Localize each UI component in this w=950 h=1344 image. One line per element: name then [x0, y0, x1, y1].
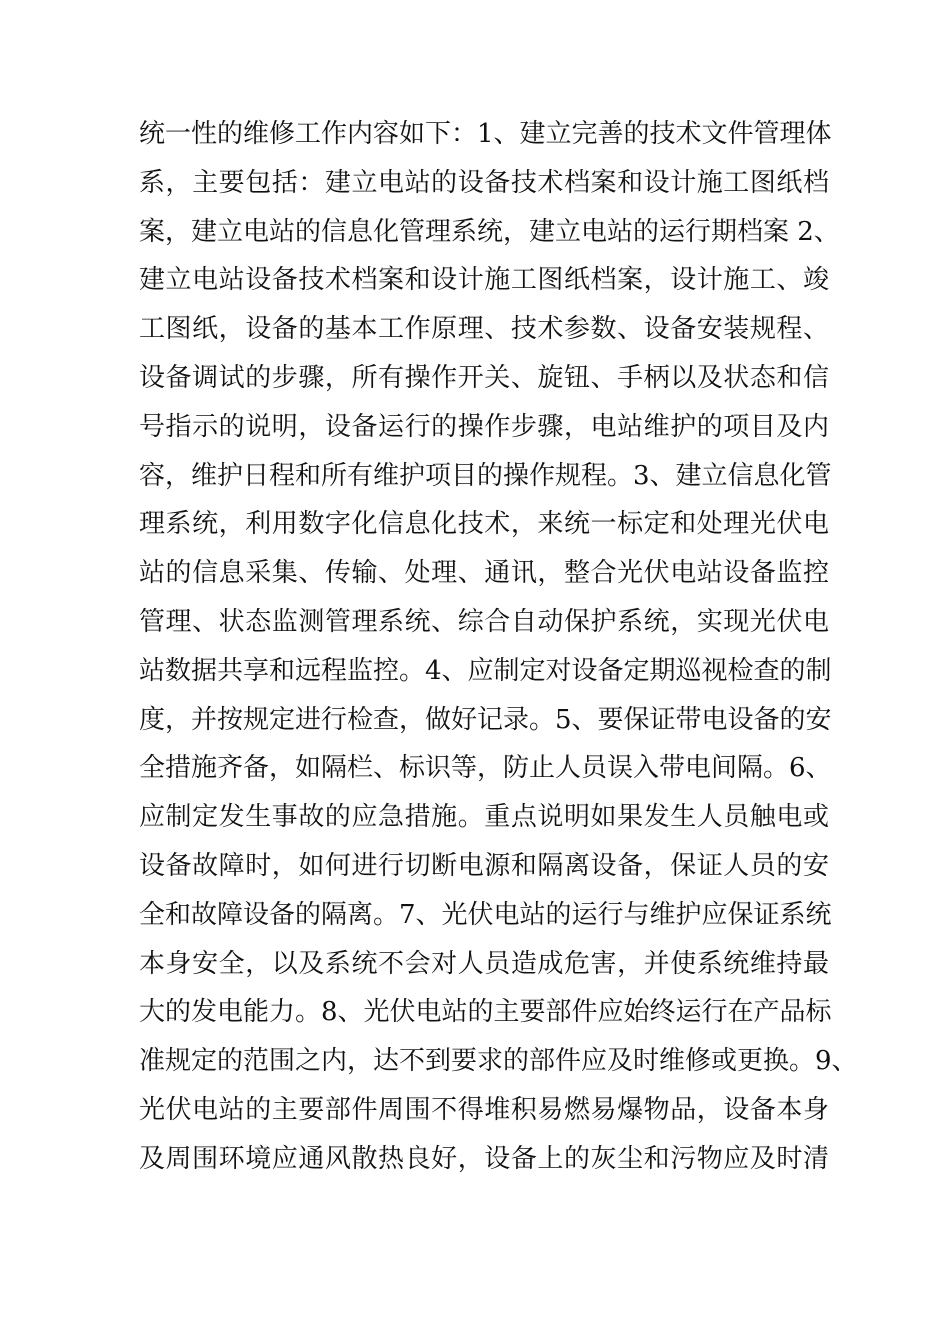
text-line: 工图纸，设备的基本工作原理、技术参数、设备安装规程、	[139, 314, 829, 345]
text-line: 建立电站设备技术档案和设计施工图纸档案，设计施工、竣	[139, 265, 829, 296]
text-line: 应制定发生事故的应急措施。重点说明如果发生人员触电或	[139, 802, 829, 833]
text-line: 容，维护日程和所有维护项目的操作规程。3、建立信息化管	[139, 460, 832, 491]
text-line: 全和故障设备的隔离。7、光伏电站的运行与维护应保证系统	[139, 899, 832, 930]
text-line: 理系统，利用数字化信息化技术，来统一标定和处理光伏电	[139, 509, 829, 540]
text-line: 本身安全，以及系统不会对人员造成危害，并使系统维持最	[139, 948, 829, 979]
text-line: 系，主要包括：建立电站的设备技术档案和设计施工图纸档	[139, 167, 829, 198]
text-line: 准规定的范围之内，达不到要求的部件应及时维修或更换。9、	[139, 1046, 858, 1077]
text-line: 站的信息采集、传输、处理、通讯，整合光伏电站设备监控	[139, 558, 829, 589]
text-line: 度，并按规定进行检查，做好记录。5、要保证带电设备的安	[139, 704, 832, 735]
text-line: 光伏电站的主要部件周围不得堆积易燃易爆物品，设备本身	[139, 1094, 829, 1125]
text-line: 站数据共享和远程监控。4、应制定对设备定期巡视检查的制	[139, 655, 832, 686]
text-line: 设备故障时，如何进行切断电源和隔离设备，保证人员的安	[139, 850, 829, 881]
text-line: 设备调试的步骤，所有操作开关、旋钮、手柄以及状态和信	[139, 362, 829, 393]
text-line: 及周围环境应通风散热良好，设备上的灰尘和污物应及时清	[139, 1143, 829, 1174]
text-line: 统一性的维修工作内容如下：1、建立完善的技术文件管理体	[139, 119, 832, 149]
text-line: 管理、状态监测管理系统、综合自动保护系统，实现光伏电	[139, 606, 829, 637]
body-text	[139, 110, 858, 1184]
text-line: 号指示的说明，设备运行的操作步骤，电站维护的项目及内	[139, 411, 829, 442]
text-line: 案，建立电站的信息化管理系统，建立电站的运行期档案 2、	[139, 216, 840, 247]
text-line: 全措施齐备，如隔栏、标识等，防止人员误入带电间隔。6、	[139, 753, 832, 784]
text-line: 大的发电能力。8、光伏电站的主要部件应始终运行在产品标	[139, 997, 832, 1028]
